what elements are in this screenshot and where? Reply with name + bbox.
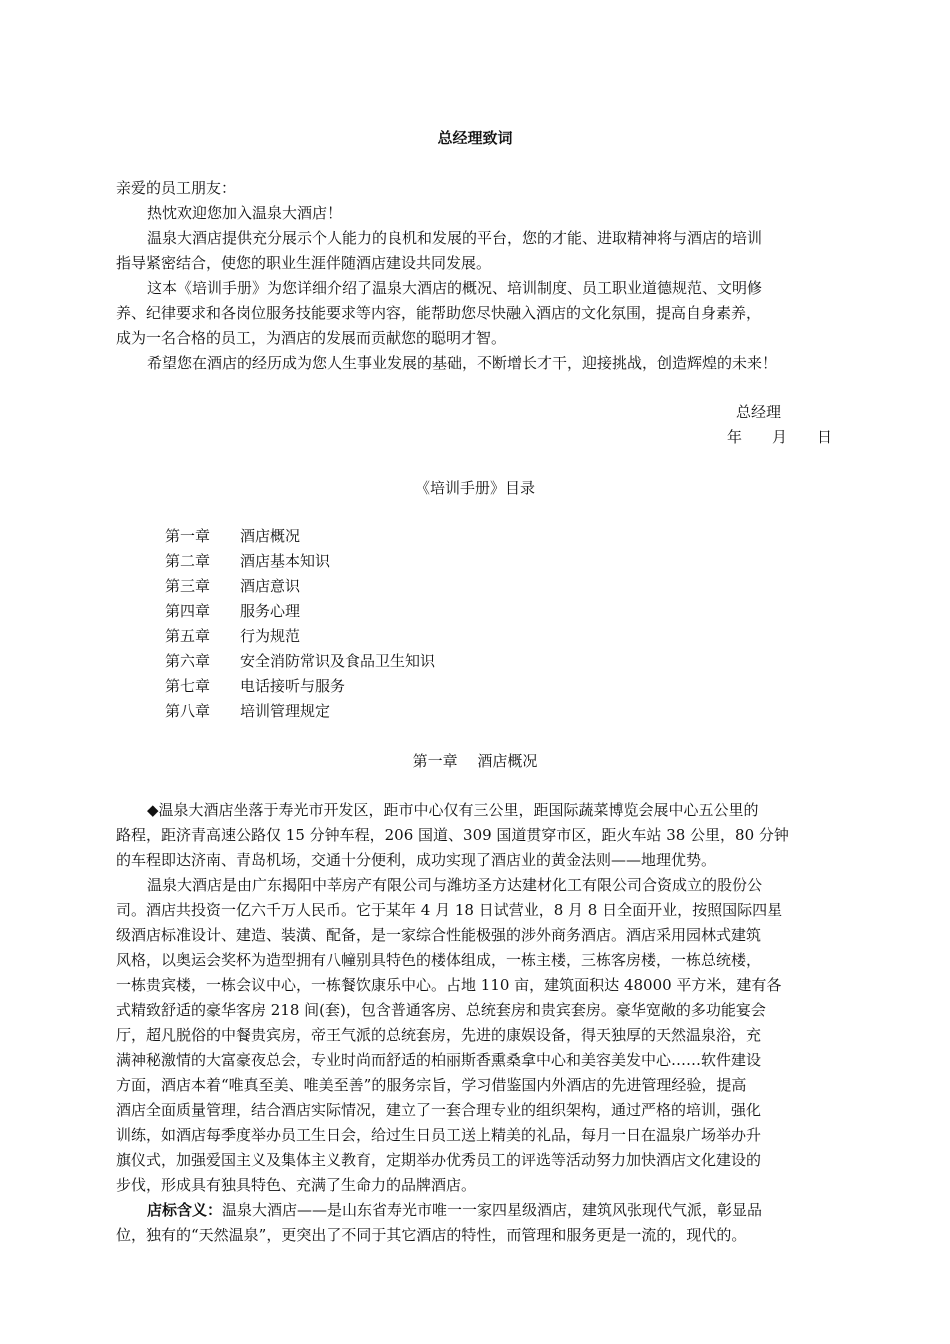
letter-paragraph: 这本《培训手册》为您详细介绍了温泉大酒店的概况、培训制度、员工职业道德规范、文明修: [147, 279, 763, 297]
chapter-title: 第一章 酒店概况: [412, 752, 538, 770]
toc-item: 第五章 行为规范: [165, 627, 301, 645]
letter-paragraph: 成为一名合格的员工，为酒店的发展而贡献您的聪明才智。: [116, 329, 507, 347]
toc-item: 第七章 电话接听与服务: [165, 677, 346, 695]
chapter-paragraph: 方面，酒店本着“唯真至美、唯美至善”的服务宗旨，学习借鉴国内外酒店的先进管理经验，提高: [116, 1076, 747, 1094]
letter-paragraph: 指导紧密结合，使您的职业生涯伴随酒店建设共同发展。: [116, 254, 492, 272]
chapter-paragraph: 训练，如酒店每季度举办员工生日会，给过生日员工送上精美的礼品，每月一日在温泉广场举办升: [116, 1126, 762, 1144]
chapter-paragraph: 满神秘激情的大富豪夜总会，专业时尚而舒适的柏丽斯香熏桑拿中心和美容美发中心……软件建设: [116, 1051, 762, 1069]
chapter-paragraph: 步伐，形成具有独具特色、充满了生命力的品牌酒店。: [116, 1176, 477, 1194]
toc-item: 第二章 酒店基本知识: [165, 552, 331, 570]
letter-greeting: 亲爱的员工朋友：: [116, 179, 237, 197]
toc-item: 第六章 安全消防常识及食品卫生知识: [165, 652, 436, 670]
chapter-paragraph: 酒店全面质量管理，结合酒店实际情况，建立了一套合理专业的组织架构，通过严格的培训，强化: [116, 1101, 762, 1119]
chapter-paragraph: 厅，超凡脱俗的中餐贵宾房，帝王气派的总统套房，先进的康娱设备，得天独厚的天然温泉浴，充: [116, 1026, 762, 1044]
letter-paragraph: 热忱欢迎您加入温泉大酒店！: [147, 204, 343, 222]
chapter-paragraph: 一栋贵宾楼，一栋会议中心，一栋餐饮康乐中心。占地 110 亩，建筑面积达 48000 平方米，建有各: [116, 976, 782, 994]
chapter-paragraph: ◆温泉大酒店坐落于寿光市开发区，距市中心仅有三公里，距国际蔬菜博览会展中心五公里的: [147, 801, 759, 819]
chapter-paragraph: 路程，距济青高速公路仅 15 分钟车程，206 国道、309 国道贯穿市区，距火车站 38 公里，80 分钟: [116, 826, 789, 844]
letter-paragraph: 温泉大酒店提供充分展示个人能力的良机和发展的平台，您的才能、进取精神将与酒店的培训: [147, 229, 763, 247]
letter-date: 年 月 日: [727, 428, 833, 446]
chapter-paragraph: 式精致舒适的豪华客房 218 间(套)，包含普通客房、总统套房和贵宾套房。豪华宽敞的多功能宴会: [116, 1001, 766, 1019]
chapter-paragraph: 的车程即达济南、青岛机场，交通十分便利，成功实现了酒店业的黄金法则——地理优势。: [116, 851, 717, 869]
letter-signature: 总经理: [736, 403, 782, 421]
chapter-paragraph: 位，独有的“天然温泉”，更突出了不同于其它酒店的特性，而管理和服务更是一流的，现代的。: [116, 1226, 747, 1244]
toc-title: 《培训手册》目录: [414, 479, 535, 497]
letter-paragraph: 养、纪律要求和各岗位服务技能要求等内容，能帮助您尽快融入酒店的文化氛围，提高自身素养，: [116, 304, 762, 322]
chapter-paragraph: 级酒店标准设计、建造、装潢、配备，是一家综合性能极强的涉外商务酒店。酒店采用园林式建筑: [116, 926, 762, 944]
letter-paragraph: 希望您在酒店的经历成为您人生事业发展的基础，不断增长才干，迎接挑战，创造辉煌的未来！: [147, 354, 778, 372]
toc-item: 第四章 服务心理: [165, 602, 301, 620]
toc-item: 第八章 培训管理规定: [165, 702, 331, 720]
toc-item: 第一章 酒店概况: [165, 527, 301, 545]
logo-meaning-label: 店标含义：: [147, 1201, 223, 1219]
toc-item: 第三章 酒店意识: [165, 577, 301, 595]
logo-meaning-paragraph: 店标含义：温泉大酒店——是山东省寿光市唯一一家四星级酒店，建筑风张现代气派，彰显品: [147, 1201, 763, 1219]
letter-title: 总经理致词: [437, 129, 513, 147]
chapter-paragraph: 司。酒店共投资一亿六千万人民币。它于某年 4 月 18 日试营业，8 月 8 日全面开业，按照国际四星: [116, 901, 783, 919]
chapter-paragraph: 风格，以奥运会奖杯为造型拥有八幢别具特色的楼体组成，一栋主楼，三栋客房楼，一栋总统楼，: [116, 951, 762, 969]
chapter-paragraph: 温泉大酒店是由广东揭阳中莘房产有限公司与潍坊圣方达建材化工有限公司合资成立的股份公: [147, 876, 763, 894]
chapter-paragraph: 旗仪式，加强爱国主义及集体主义教育，定期举办优秀员工的评选等活动努力加快酒店文化建设的: [116, 1151, 762, 1169]
